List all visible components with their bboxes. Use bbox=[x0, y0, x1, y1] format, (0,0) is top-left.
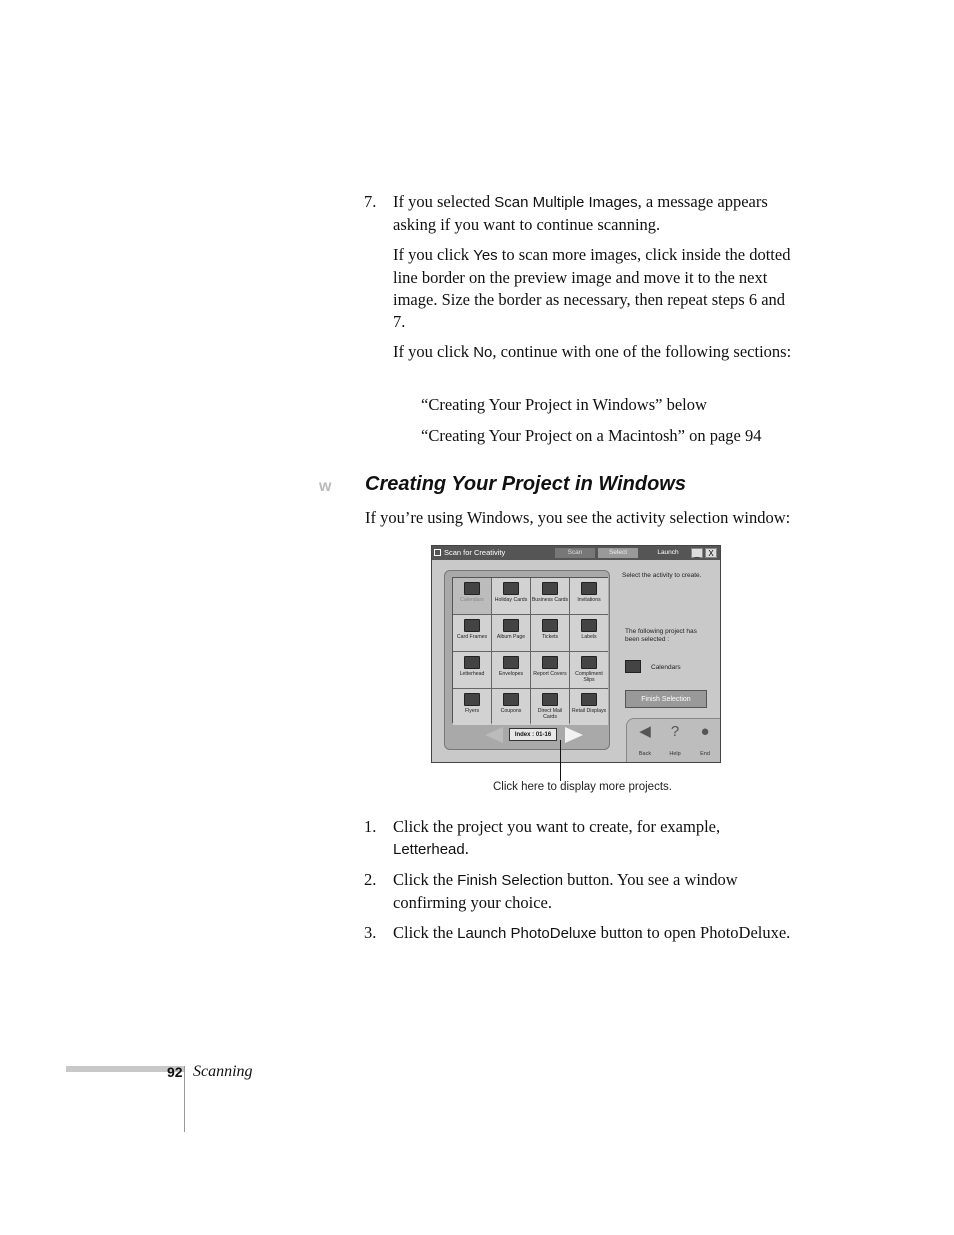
project-holiday-cards[interactable]: Holiday Cards bbox=[492, 578, 530, 614]
back-arrow-icon[interactable]: ◀ bbox=[639, 723, 651, 740]
step-2: 2. Click the Finish Selection button. You see a window confirming your choice. bbox=[364, 870, 738, 912]
selected-message: The following project has been selected : bbox=[625, 628, 697, 643]
label-icon bbox=[581, 619, 597, 632]
cross-reference-windows: “Creating Your Project in Windows” below bbox=[421, 395, 707, 414]
step-7: 7. If you selected Scan Multiple Images, a message appears asking if you want to continue scanning. bbox=[364, 192, 768, 234]
retail-display-icon bbox=[581, 693, 597, 706]
help-button-label: Help bbox=[669, 751, 681, 757]
footer-divider bbox=[184, 1066, 185, 1132]
selection-prompt: Select the activity to create. bbox=[622, 572, 702, 579]
step-3: 3. Click the Launch PhotoDeluxe button to open PhotoDeluxe. bbox=[364, 923, 791, 942]
back-button-label: Back bbox=[638, 751, 652, 757]
step-number: 7. bbox=[364, 192, 377, 211]
step-number: 3. bbox=[364, 923, 377, 942]
section-intro: If you’re using Windows, you see the activity selection window: bbox=[365, 508, 791, 527]
album-page-icon bbox=[503, 619, 519, 632]
ui-term: Yes bbox=[473, 247, 498, 264]
envelope-icon bbox=[503, 656, 519, 669]
previous-page-arrow-icon[interactable] bbox=[485, 727, 503, 743]
project-labels[interactable]: Labels bbox=[570, 615, 608, 651]
ui-term: Letterhead bbox=[393, 841, 465, 858]
window-icon bbox=[434, 549, 441, 556]
coupon-icon bbox=[503, 693, 519, 706]
project-album-page[interactable]: Album Page bbox=[492, 615, 530, 651]
ui-term: Scan Multiple Images bbox=[494, 194, 638, 211]
help-icon[interactable]: ? bbox=[670, 723, 680, 740]
tab-scan[interactable]: Scan bbox=[555, 548, 595, 558]
card-frame-icon bbox=[464, 619, 480, 632]
paragraph-yes: If you click Yes to scan more images, click inside the dotted line border on the preview image and move it to the next image. Size the border as necessary, then repeat steps 6 and 7. bbox=[393, 245, 791, 331]
ui-term: No bbox=[473, 344, 493, 361]
project-invitations[interactable]: Invitations bbox=[570, 578, 608, 614]
activity-selection-window bbox=[431, 545, 721, 763]
business-card-icon bbox=[542, 582, 558, 595]
tab-launch[interactable]: Launch bbox=[657, 549, 679, 556]
project-calendars[interactable]: Calendars bbox=[453, 578, 491, 614]
ticket-icon bbox=[542, 619, 558, 632]
project-business-cards[interactable]: Business Cards bbox=[531, 578, 569, 614]
project-grid-panel bbox=[444, 570, 610, 750]
project-grid bbox=[452, 577, 608, 723]
project-retail-displays[interactable]: Retail Displays bbox=[570, 689, 608, 725]
direct-mail-card-icon bbox=[542, 693, 558, 706]
close-button[interactable]: X bbox=[705, 548, 717, 558]
letterhead-icon bbox=[464, 656, 480, 669]
next-page-arrow-icon[interactable] bbox=[565, 727, 583, 743]
section-heading: Creating Your Project in Windows bbox=[365, 473, 686, 495]
cross-reference-macintosh: “Creating Your Project on a Macintosh” on page 94 bbox=[421, 426, 762, 445]
calendar-icon bbox=[464, 582, 480, 595]
section-marker-icon: w bbox=[319, 478, 332, 495]
step-number: 2. bbox=[364, 870, 377, 889]
end-icon[interactable]: ● bbox=[700, 723, 710, 740]
project-card-frames[interactable]: Card Frames bbox=[453, 615, 491, 651]
step-1: 1. Click the project you want to create, for example, Letterhead. bbox=[364, 817, 721, 858]
minimize-button[interactable]: _ bbox=[691, 548, 703, 558]
invitation-icon bbox=[581, 582, 597, 595]
end-button-label: End bbox=[700, 751, 710, 757]
finish-selection-button[interactable]: Finish Selection bbox=[625, 690, 707, 708]
report-cover-icon bbox=[542, 656, 558, 669]
project-envelopes[interactable]: Envelopes bbox=[492, 652, 530, 688]
tab-select[interactable]: Select bbox=[598, 548, 638, 558]
section-name: Scanning bbox=[193, 1063, 253, 1080]
ui-term: Launch PhotoDeluxe bbox=[457, 925, 597, 942]
holiday-card-icon bbox=[503, 582, 519, 595]
title-bar bbox=[432, 546, 720, 560]
project-flyers[interactable]: Flyers bbox=[453, 689, 491, 725]
ui-term: Finish Selection bbox=[457, 872, 564, 889]
flyer-icon bbox=[464, 693, 480, 706]
project-report-covers[interactable]: Report Covers bbox=[531, 652, 569, 688]
project-letterhead[interactable]: Letterhead bbox=[453, 652, 491, 688]
paragraph-no: If you click No, continue with one of the following sections: bbox=[393, 342, 792, 361]
grid-navigation bbox=[485, 726, 575, 744]
callout-line bbox=[560, 740, 561, 781]
figure-caption: Click here to display more projects. bbox=[493, 781, 672, 793]
page-number: 92 bbox=[167, 1064, 183, 1080]
project-tickets[interactable]: Tickets bbox=[531, 615, 569, 651]
project-coupons[interactable]: Coupons bbox=[492, 689, 530, 725]
step-number: 1. bbox=[364, 817, 377, 836]
project-direct-mail-cards[interactable]: Direct Mail Cards bbox=[531, 689, 569, 725]
project-compliment-slips[interactable]: Compliment Slips bbox=[570, 652, 608, 688]
selected-project: Calendars bbox=[651, 664, 681, 671]
index-indicator: Index : 01-16 bbox=[509, 728, 557, 741]
compliment-slip-icon bbox=[581, 656, 597, 669]
calendar-icon bbox=[625, 660, 641, 673]
window-title: Scan for Creativity bbox=[444, 548, 506, 557]
